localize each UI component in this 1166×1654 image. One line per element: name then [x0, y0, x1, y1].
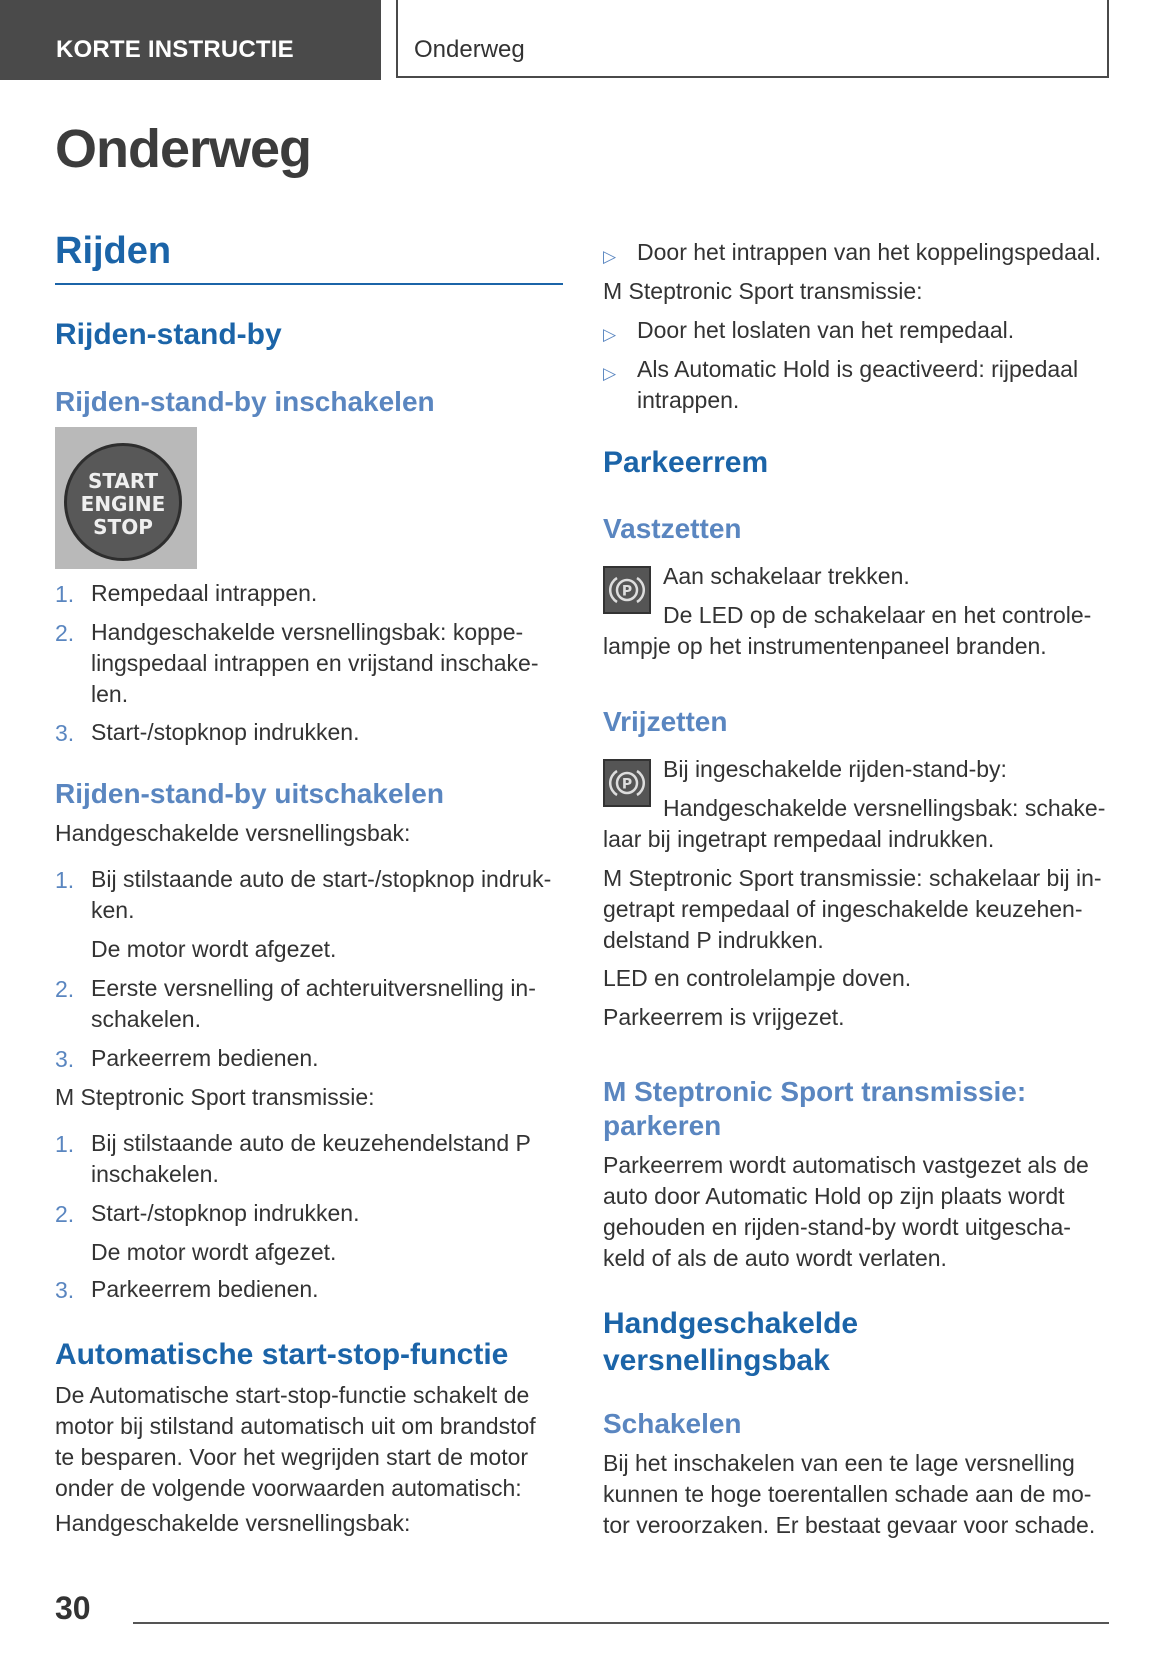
bullet-text: Door het loslaten van het rempedaal. [637, 317, 1015, 343]
step-text: Eerste versnelling of achteruitversnelling in- schakelen. [91, 975, 536, 1032]
vrijzetten-done: Parkeerrem is vrijgezet. [603, 1004, 845, 1030]
vastzetten-text: De LED op de schakelaar en het controle- [663, 602, 1092, 628]
step-text: Start-/stopknop indrukken. [91, 719, 360, 745]
step-text: Parkeerrem bedienen. [91, 1276, 319, 1302]
section-tab [0, 0, 381, 80]
heading-manual-gearbox: Handgeschakelde versnellingsbak [603, 1307, 859, 1377]
autostop-manual: Handgeschakelde versnellingsbak: [55, 1510, 411, 1536]
page-number: 30 [55, 1590, 91, 1626]
page-title: Onderweg [55, 119, 312, 179]
svg-text:P: P [621, 583, 633, 600]
step-text: Handgeschakelde versnellingsbak: koppe- lingspedaal intrappen en vrijstand inschake- len. [91, 619, 539, 707]
step-text: Bij stilstaande auto de start-/stopknop indruk- ken. [91, 866, 552, 923]
chapter-tab [396, 0, 1109, 78]
step-number: 3. [55, 1277, 75, 1303]
vrijzetten-text: laar bij ingetrapt rempedaal indrukken. [603, 826, 995, 852]
step-number: 3. [55, 1046, 75, 1072]
vrijzetten-text: Handgeschakelde versnellingsbak: schake- [663, 795, 1106, 821]
vrijzetten-steptronic: M Steptronic Sport transmissie: schakelaar bij in- getrapt rempedaal of ingeschakelde keuzehen- delstand P indrukken. [603, 865, 1102, 953]
manual-label: Handgeschakelde versnellingsbak: [55, 820, 411, 846]
heading-schakelen: Schakelen [603, 1408, 742, 1439]
vrijzetten-led: LED en controlelampje doven. [603, 965, 912, 991]
step-number: 2. [55, 1201, 75, 1227]
vrijzetten-text: Bij ingeschakelde rijden-stand-by: [663, 756, 1007, 782]
steptronic-label: M Steptronic Sport transmissie: [55, 1084, 375, 1110]
footer-rule [133, 1622, 1109, 1624]
park-steptronic-paragraph: Parkeerrem wordt automatisch vastgezet als de auto door Automatic Hold op zijn plaats wordt gehouden en rijden-stand-by wordt uitgescha- keld of als de auto wordt verlaten. [603, 1152, 1089, 1271]
heading-rule [55, 283, 563, 285]
step-number: 1. [55, 1131, 75, 1157]
heading-standby-off: Rijden-stand-by uitschakelen [55, 778, 444, 809]
heading-vrijzetten: Vrijzetten [603, 706, 728, 737]
step-number: 1. [55, 581, 75, 607]
step-note: De motor wordt afgezet. [91, 936, 337, 962]
step-text: Parkeerrem bedienen. [91, 1045, 319, 1071]
parking-brake-icon [603, 759, 651, 807]
step-text: Bij stilstaande auto de keuzehendelstand P inschakelen. [91, 1130, 531, 1187]
heading-rijden: Rijden [55, 230, 172, 272]
bullet-triangle-icon: ▷ [603, 247, 617, 266]
vastzetten-text: lampje op het instrumentenpaneel branden. [603, 633, 1047, 659]
chapter-label: Onderweg [414, 36, 525, 63]
heading-autostop: Automatische start-stop-functie [55, 1338, 509, 1371]
autostop-paragraph: De Automatische start-stop-functie schakelt de motor bij stilstand automatisch uit om brandstof te besparen. Voor het wegrijden start de motor onder de volgende voorwaarden automatisch: [55, 1382, 536, 1501]
bullet-triangle-icon: ▷ [603, 325, 617, 344]
start-engine-stop-icon: START ENGINE STOP [64, 443, 182, 561]
heading-vastzetten: Vastzetten [603, 513, 742, 544]
parking-brake-icon [603, 566, 651, 614]
step-number: 2. [55, 976, 75, 1002]
steptronic-label: M Steptronic Sport transmissie: [603, 278, 923, 304]
start-stop-button-image [55, 427, 197, 569]
step-text: Start-/stopknop indrukken. [91, 1200, 360, 1226]
svg-text:P: P [621, 776, 633, 793]
section-label: KORTE INSTRUCTIE [56, 36, 294, 63]
heading-standby-on: Rijden-stand-by inschakelen [55, 386, 435, 417]
step-number: 2. [55, 620, 75, 646]
heading-parkeerrem: Parkeerrem [603, 446, 769, 479]
bullet-triangle-icon: ▷ [603, 364, 617, 383]
bullet-text: Als Automatic Hold is geactiveerd: rijpedaal intrappen. [637, 356, 1079, 413]
step-number: 1. [55, 867, 75, 893]
step-number: 3. [55, 720, 75, 746]
step-text: Rempedaal intrappen. [91, 580, 318, 606]
schakelen-paragraph: Bij het inschakelen van een te lage versnelling kunnen te hoge toerentallen schade aan de mo- tor veroorzaken. Er bestaat gevaar voor schade. [603, 1450, 1096, 1538]
bullet-text: Door het intrappen van het koppelingspedaal. [637, 239, 1102, 265]
step-note: De motor wordt afgezet. [91, 1239, 337, 1265]
heading-park-steptronic: M Steptronic Sport transmissie: parkeren [603, 1076, 1027, 1141]
heading-standby: Rijden-stand-by [55, 318, 282, 351]
vastzetten-text: Aan schakelaar trekken. [663, 563, 910, 589]
